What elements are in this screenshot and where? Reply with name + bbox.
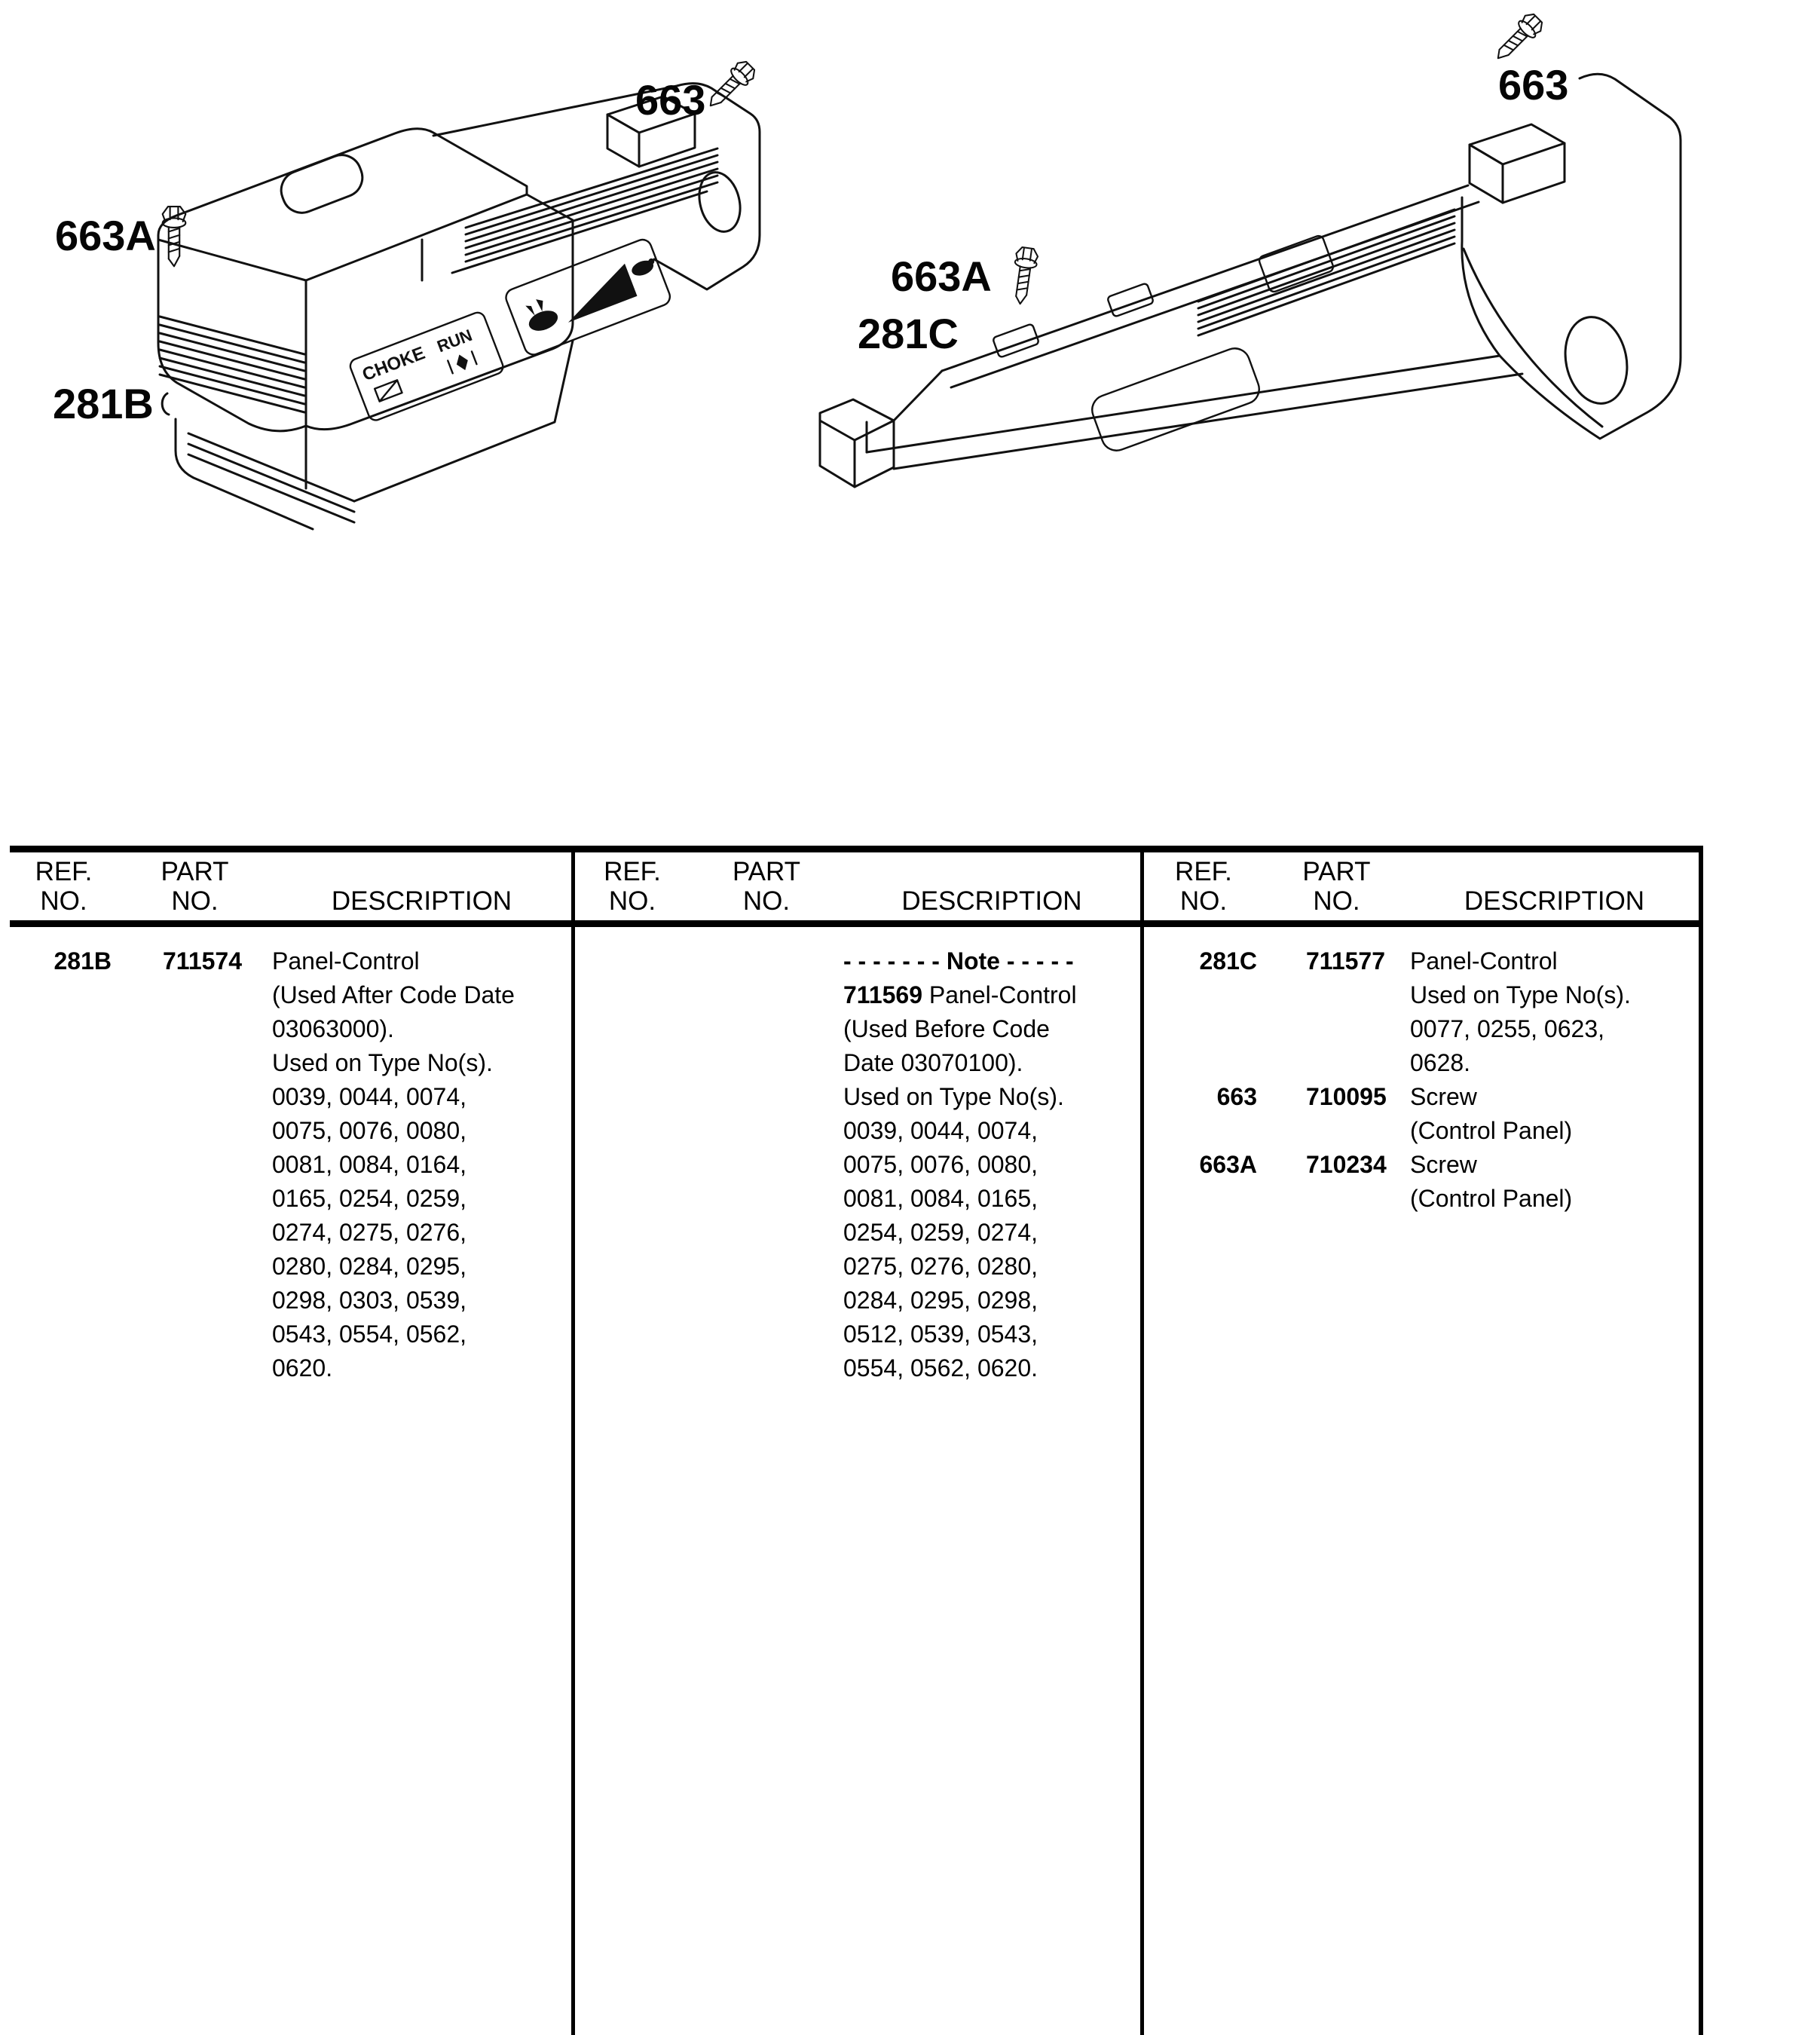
ref-no [10,1182,118,1216]
part-row-line [10,1216,571,1250]
ref-no [10,1148,118,1182]
callout-663-right: 663 [1498,61,1569,109]
screw-663A-right-icon [1009,246,1038,305]
description-line [843,944,1140,978]
header-description: DESCRIPTION [331,886,512,916]
ref-no [575,1351,690,1385]
description-line [843,1216,1140,1250]
part-row-line [575,1046,1140,1080]
part-no [690,1080,843,1114]
part-no [690,1351,843,1385]
header-part-line1: PART [732,857,801,886]
part-row-line [10,1114,571,1148]
ref-no: 663 [1216,1083,1257,1110]
ref-no: 663A [1199,1151,1257,1178]
ref-no [575,1182,690,1216]
part-row-line [10,944,571,978]
part-no [118,1080,272,1114]
header-part-line1: PART [1302,857,1371,886]
part-no [118,978,272,1012]
table-body-group-3 [1144,927,1699,1216]
part-row-line [1144,1114,1699,1148]
screw-663-right-icon [1491,11,1546,66]
ref-no [575,1114,690,1148]
part-no [690,1317,843,1351]
description-text: 0039, 0044, 0074, [843,1117,1038,1144]
description-line [843,1080,1140,1114]
part-row-line [575,1317,1140,1351]
ref-no [10,1012,118,1046]
ref-no [575,1012,690,1046]
ref-no [10,1080,118,1114]
callout-663-left: 663 [635,76,706,124]
part-no [690,1182,843,1216]
part-row-line [1144,1182,1699,1216]
description-line [272,1012,571,1046]
description-line [1410,1114,1699,1148]
part-row-line [575,1284,1140,1317]
description-line [272,1216,571,1250]
description-text: 0081, 0084, 0164, [272,1151,467,1178]
part-row-line [10,1351,571,1385]
description-text: 0075, 0076, 0080, [272,1117,467,1144]
part-row-line [10,1012,571,1046]
description-line [272,1317,571,1351]
description-line [843,1284,1140,1317]
ref-no [575,1216,690,1250]
part-row-line [575,1114,1140,1148]
description-text: (Control Panel) [1409,1185,1573,1212]
description-line [272,1148,571,1182]
description-bold-text: 711569 [843,981,923,1008]
table-header [10,852,571,927]
part-no [690,1114,843,1148]
ref-no: 281C [1199,947,1257,975]
part-no [690,1012,843,1046]
screw-663-left-icon [703,58,758,113]
part-no [690,1216,843,1250]
header-ref-line1: REF. [1175,857,1232,886]
part-no [1263,1114,1410,1148]
description-text: 0554, 0562, 0620. [843,1354,1038,1382]
header-ref-line1: REF. [35,857,93,886]
description-line [843,1046,1140,1080]
header-part-line1: PART [161,857,229,886]
table-column-group-2 [571,852,1140,2035]
part-no: 711577 [1305,947,1385,975]
description-text: 0620. [272,1354,333,1382]
part-no [690,1148,843,1182]
description-line [272,1046,571,1080]
part-row-line [10,1080,571,1114]
part-no [690,944,843,978]
description-text: 0274, 0275, 0276, [272,1219,467,1246]
header-ref-line1: REF. [604,857,661,886]
part-row-line [10,1148,571,1182]
description-text: Screw [1409,1083,1477,1110]
ref-no [10,1216,118,1250]
table-column-group-1 [10,852,571,2035]
run-label: RUN [434,325,475,357]
part-row-line [10,1317,571,1351]
description-text: Used on Type No(s). [1409,981,1631,1008]
description-text: 0254, 0259, 0274, [843,1219,1038,1246]
description-text: Screw [1409,1151,1477,1178]
description-line [843,1317,1140,1351]
description-line [1410,1012,1699,1046]
part-row-line [575,1250,1140,1284]
description-line [843,1182,1140,1216]
panel-cover-281B-drawing [158,84,760,529]
ref-no [575,1284,690,1317]
description-line [1410,944,1699,978]
description-text: Used on Type No(s). [272,1049,493,1076]
description-text: 0075, 0076, 0080, [843,1151,1038,1178]
choke-label: CHOKE [359,342,428,386]
callout-663A-left: 663A [55,212,156,259]
ref-no [575,1148,690,1182]
header-description: DESCRIPTION [1464,886,1645,916]
description-text: 0077, 0255, 0623, [1409,1015,1604,1042]
part-no [118,1148,272,1182]
description-bold-text: - - - - - - - Note - - - - - [843,947,1074,975]
description-line [843,1012,1140,1046]
part-row-line [575,1080,1140,1114]
description-line [843,978,1140,1012]
part-no [118,1114,272,1148]
part-row-line [10,1250,571,1284]
parts-table [10,846,1703,2035]
ref-no [10,1046,118,1080]
callout-663A-right: 663A [891,252,992,300]
table-header [1144,852,1699,927]
part-no [1263,1012,1410,1046]
description-text: (Used Before Code [843,1015,1050,1042]
description-text: 0512, 0539, 0543, [843,1320,1038,1348]
ref-no [575,1250,690,1284]
part-no [690,1250,843,1284]
ref-no [1144,1046,1263,1080]
description-text: (Control Panel) [1409,1117,1573,1144]
ref-no [10,1317,118,1351]
header-ref-line2: NO. [608,886,656,916]
ref-no [575,944,690,978]
part-no [1263,1046,1410,1080]
description-text: 0298, 0303, 0539, [272,1287,467,1314]
description-text: 0280, 0284, 0295, [272,1253,467,1280]
table-body-group-2 [575,927,1140,1385]
description-line [272,1080,571,1114]
description-line [272,1351,571,1385]
part-row-line [10,1182,571,1216]
callout-281C: 281C [858,310,959,357]
part-no: 710234 [1305,1151,1387,1178]
description-line [843,1148,1140,1182]
description-text: (Used After Code Date [272,981,515,1008]
ref-no [1144,978,1263,1012]
ref-no [10,1351,118,1385]
description-text: 0628. [1409,1049,1471,1076]
description-text: 0081, 0084, 0165, [843,1185,1038,1212]
part-no [690,1284,843,1317]
header-part-line2: NO. [1313,886,1360,916]
header-description: DESCRIPTION [901,886,1082,916]
description-text: 0275, 0276, 0280, [843,1253,1038,1280]
part-row-line [575,1182,1140,1216]
description-text: Panel-Control [1409,947,1558,975]
description-line [1410,1182,1699,1216]
part-row-line [10,1046,571,1080]
description-line [843,1250,1140,1284]
part-row-line [1144,1012,1699,1046]
part-row-line [575,1216,1140,1250]
description-line [1410,1046,1699,1080]
description-line [1410,1080,1699,1114]
description-text: Panel-Control [272,947,420,975]
ref-no [10,1114,118,1148]
description-line [272,1250,571,1284]
callout-281B: 281B [53,380,154,427]
description-text: 03063000). [272,1015,394,1042]
part-no: 710095 [1305,1083,1387,1110]
header-ref-line2: NO. [1179,886,1228,916]
ref-no [10,1250,118,1284]
table-header [575,852,1140,927]
description-line [272,1114,571,1148]
description-line [1410,1148,1699,1182]
description-text: Used on Type No(s). [843,1083,1064,1110]
description-text: Panel-Control [922,981,1077,1008]
part-row-line [575,1351,1140,1385]
description-text: 0165, 0254, 0259, [272,1185,467,1212]
header-part-line2: NO. [742,886,791,916]
ref-no [1144,1114,1263,1148]
part-row-line [575,944,1140,978]
description-line [272,1182,571,1216]
part-no [1263,1182,1410,1216]
ref-no [1144,1012,1263,1046]
part-row-line [1144,1148,1699,1182]
part-row-line [1144,1046,1699,1080]
description-text: 0543, 0554, 0562, [272,1320,467,1348]
ref-no [10,978,118,1012]
description-line [843,1114,1140,1148]
description-line [1410,978,1699,1012]
part-no [118,1284,272,1317]
description-line [272,1284,571,1317]
description-text: 0284, 0295, 0298, [843,1287,1038,1314]
ref-no [575,1317,690,1351]
table-column-group-3 [1140,852,1703,2035]
table-body-group-1 [10,927,571,1385]
part-row-line [10,978,571,1012]
part-no [118,1351,272,1385]
description-text: Date 03070100). [843,1049,1023,1076]
ref-no: 281B [54,947,112,975]
header-part-line2: NO. [171,886,219,916]
part-no [118,1046,272,1080]
description-line [272,978,571,1012]
part-row-line [1144,944,1699,978]
part-no [690,1046,843,1080]
part-no [690,978,843,1012]
part-no: 711574 [163,947,243,975]
ref-no [10,1284,118,1317]
part-no [118,1216,272,1250]
description-text: 0039, 0044, 0074, [272,1083,467,1110]
description-line [272,944,571,978]
header-ref-line2: NO. [40,886,87,916]
part-row-line [575,1012,1140,1046]
part-row-line [10,1284,571,1317]
part-no [118,1317,272,1351]
ref-no [575,1046,690,1080]
part-row-line [1144,978,1699,1012]
part-no [118,1250,272,1284]
ref-no [575,1080,690,1114]
part-row-line [575,1148,1140,1182]
part-row-line [575,978,1140,1012]
part-no [118,1182,272,1216]
part-no [118,1012,272,1046]
ref-no [1144,1182,1263,1216]
part-no [1263,978,1410,1012]
ref-no [575,978,690,1012]
part-row-line [1144,1080,1699,1114]
description-line [843,1351,1140,1385]
